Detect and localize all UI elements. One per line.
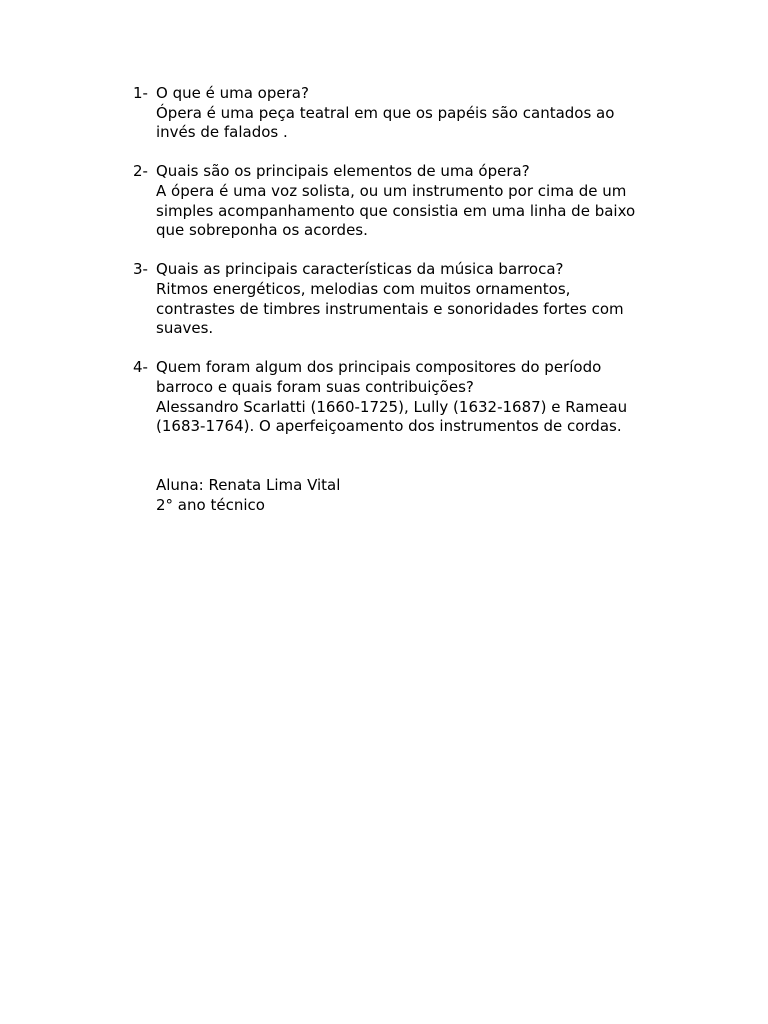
- question-line: O que é uma opera?: [156, 84, 309, 102]
- item-text: [156, 260, 673, 338]
- answer-line: Ritmos energéticos, melodias com muitos ornamentos,: [156, 279, 571, 298]
- list-item: [133, 358, 673, 436]
- item-text: [156, 162, 673, 240]
- list-item: [133, 260, 673, 338]
- question-line: Quem foram algum dos principais compositores do período: [156, 358, 602, 377]
- student-name: Aluna: Renata Lima Vital: [156, 476, 341, 494]
- item-number: 2-: [133, 162, 148, 181]
- answer-line: A ópera é uma voz solista, ou um instrumento por cima de um: [156, 181, 627, 200]
- answer-line: contrastes de timbres instrumentais e sonoridades fortes com: [156, 299, 624, 318]
- answer-line: que sobreponha os acordes.: [156, 221, 368, 240]
- answer-line: simples acompanhamento que consistia em uma linha de baixo: [156, 201, 636, 220]
- answer-line: Alessandro Scarlatti (1660-1725), Lully (1632-1687) e Rameau: [156, 397, 628, 416]
- item-number: 4-: [133, 358, 148, 377]
- list-item: [133, 84, 673, 143]
- student-signature: [156, 476, 340, 515]
- question-line: Quais são os principais elementos de uma ópera?: [156, 162, 530, 181]
- question-line: Quais as principais características da música barroca?: [156, 260, 564, 279]
- item-number: 1-: [133, 84, 148, 102]
- item-number: 3-: [133, 260, 148, 279]
- student-grade: 2° ano técnico: [156, 495, 265, 514]
- answer-line: (1683-1764). O aperfeiçoamento dos instrumentos de cordas.: [156, 417, 622, 436]
- answer-line: Ópera é uma peça teatral em que os papéis são cantados ao: [156, 103, 615, 122]
- list-item: [133, 162, 673, 240]
- answer-line: suaves.: [156, 319, 214, 338]
- answer-line: invés de falados .: [156, 123, 288, 142]
- question-line: barroco e quais foram suas contribuições?: [156, 377, 474, 396]
- question-list: [133, 84, 673, 456]
- item-text: [156, 84, 673, 143]
- item-text: [156, 358, 673, 436]
